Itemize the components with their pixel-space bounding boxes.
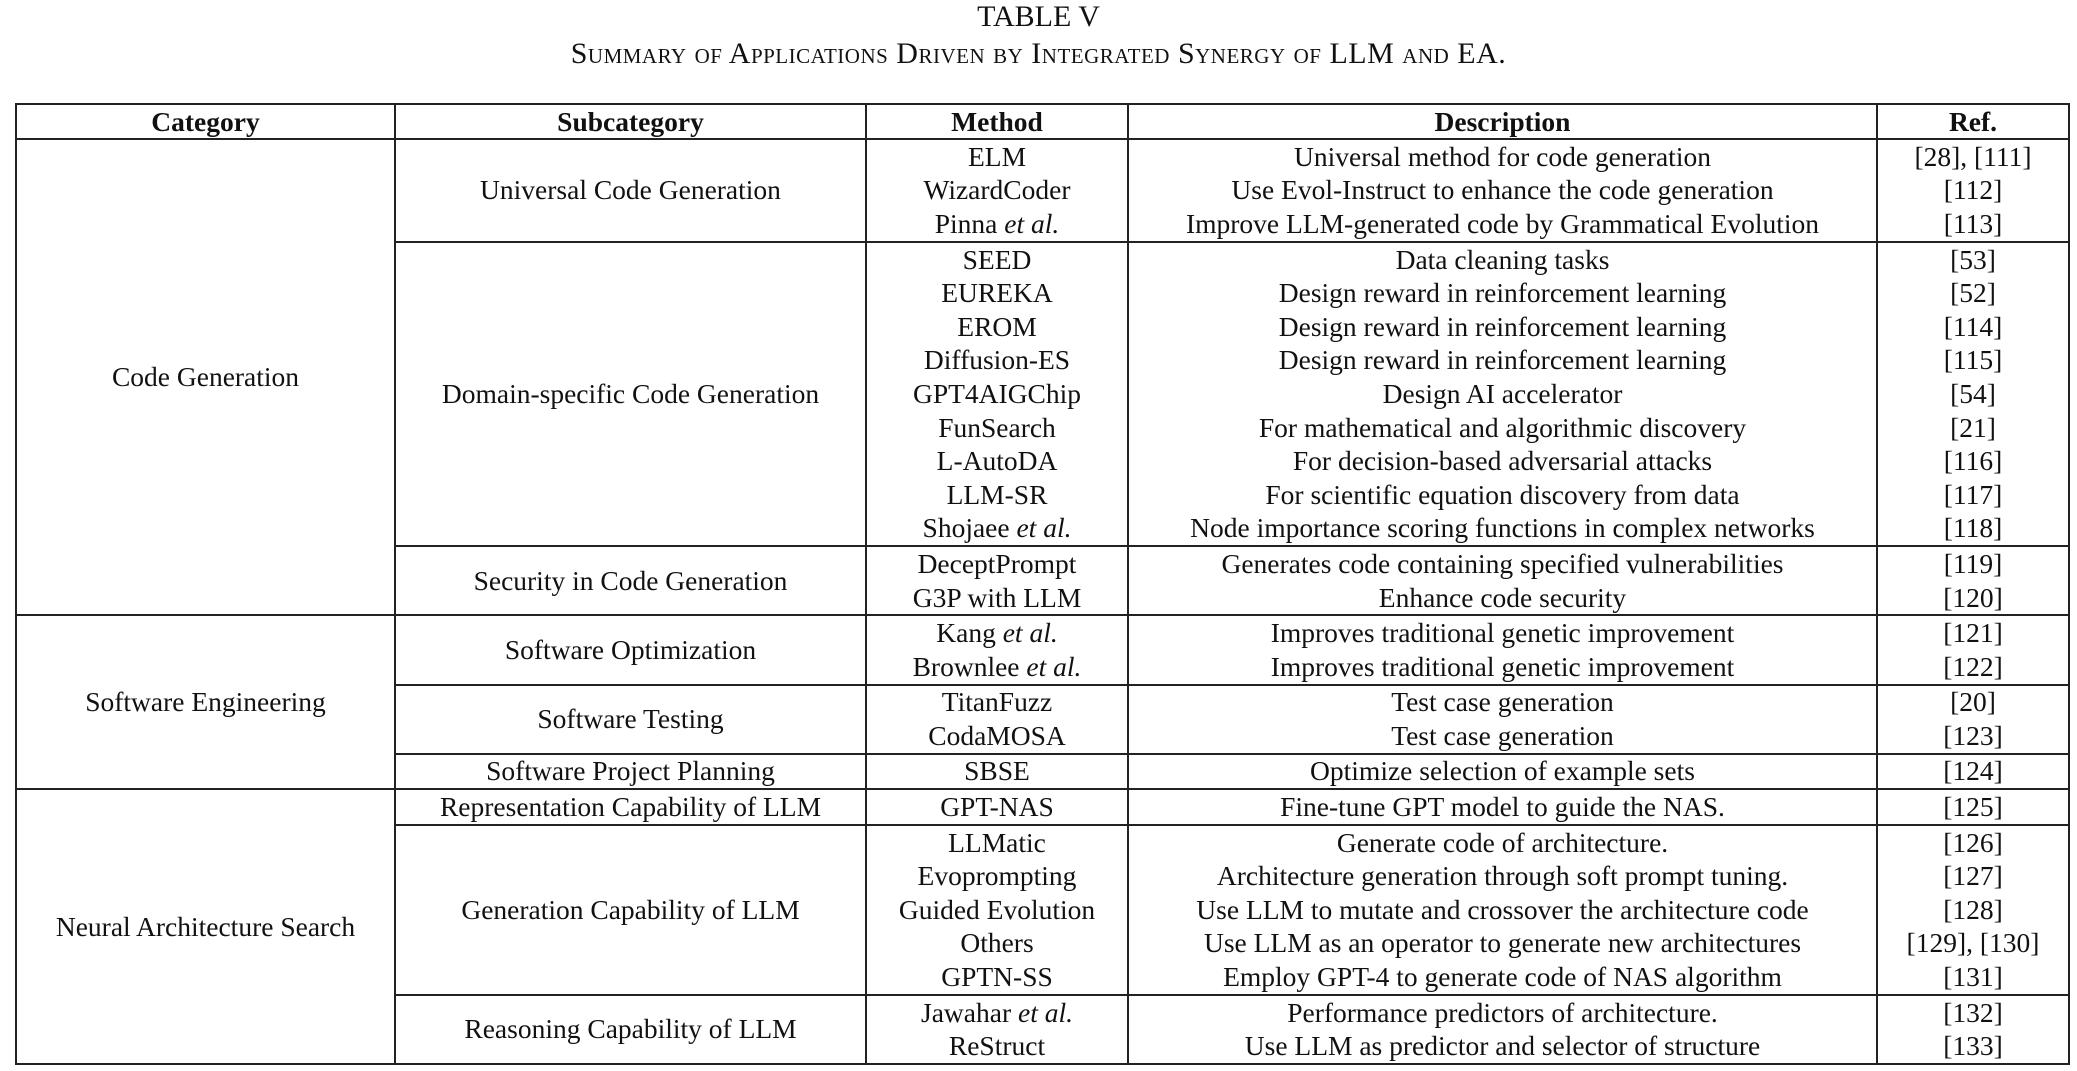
method-name: Diffusion-ES [923, 344, 1071, 376]
description-cell: Generate code of architecture. [1128, 825, 1877, 860]
ref-cell: [20] [1877, 685, 2069, 720]
description-cell: Use LLM as an operator to generate new architectures [1128, 927, 1877, 961]
description-cell: For scientific equation discovery from data [1128, 478, 1877, 512]
method-cell [866, 478, 1128, 512]
method-cell [866, 581, 1128, 616]
method-et-al: et al. [1002, 617, 1058, 649]
description-cell: Fine-tune GPT model to guide the NAS. [1128, 789, 1877, 825]
ref-cell: [129], [130] [1877, 927, 2069, 961]
ref-cell: [124] [1877, 754, 2069, 790]
ref-cell: [115] [1877, 344, 2069, 378]
ref-cell: [54] [1877, 377, 2069, 411]
method-name: Evoprompting [917, 860, 1077, 892]
method-name: ELM [967, 140, 1027, 172]
method-name: Guided Evolution [898, 893, 1096, 925]
subcategory-cell: Reasoning Capability of LLM [395, 995, 866, 1064]
method-cell [866, 444, 1128, 478]
description-cell: Test case generation [1128, 719, 1877, 754]
method-name: LLMatic [948, 826, 1046, 858]
method-cell [866, 377, 1128, 411]
method-cell [866, 546, 1128, 581]
ref-cell: [126] [1877, 825, 2069, 860]
method-name: CodaMOSA [928, 719, 1066, 751]
method-name: GPT4AIGChip [912, 377, 1082, 409]
method-cell [866, 310, 1128, 344]
method-cell [866, 344, 1128, 378]
table-row [16, 139, 2069, 174]
method-cell [866, 174, 1128, 208]
method-cell [866, 411, 1128, 445]
method-name: WizardCoder [923, 174, 1071, 206]
ref-cell: [52] [1877, 276, 2069, 310]
method-cell [866, 650, 1128, 685]
subcategory-cell: Software Testing [395, 685, 866, 754]
method-name: Pinna [934, 207, 1005, 239]
method-name: SBSE [964, 755, 1030, 787]
description-cell: Optimize selection of example sets [1128, 754, 1877, 790]
table-row [16, 789, 2069, 825]
description-cell: Use Evol-Instruct to enhance the code generation [1128, 174, 1877, 208]
method-name: L-AutoDA [936, 445, 1058, 477]
ref-cell: [28], [111] [1877, 139, 2069, 174]
ref-cell: [121] [1877, 615, 2069, 650]
table-row [16, 615, 2069, 650]
method-cell [866, 139, 1128, 174]
description-cell: Data cleaning tasks [1128, 242, 1877, 277]
method-cell [866, 719, 1128, 754]
method-cell [866, 207, 1128, 242]
description-cell: Architecture generation through soft prompt tuning. [1128, 859, 1877, 893]
ref-cell: [113] [1877, 207, 2069, 242]
subcategory-cell: Software Project Planning [395, 754, 866, 790]
method-cell [866, 859, 1128, 893]
table-title: Summary of Applications Driven by Integrated Synergy of LLM and EA. [570, 37, 1507, 70]
ref-cell: [120] [1877, 581, 2069, 616]
ref-cell: [118] [1877, 512, 2069, 547]
header-method: Method [866, 104, 1128, 139]
method-name: EUREKA [941, 277, 1053, 309]
method-et-al: et al. [1017, 996, 1073, 1028]
ref-cell: [112] [1877, 174, 2069, 208]
method-name: LLM-SR [946, 478, 1048, 510]
method-cell [866, 1029, 1128, 1064]
method-et-al: et al. [1016, 512, 1072, 544]
ref-cell: [53] [1877, 242, 2069, 277]
subcategory-cell: Domain-specific Code Generation [395, 242, 866, 546]
method-name: Shojaee [922, 512, 1017, 544]
header-subcategory: Subcategory [395, 104, 866, 139]
method-name: Kang [936, 617, 1003, 649]
category-cell: Software Engineering [16, 615, 395, 789]
method-name: GPT-NAS [940, 791, 1054, 823]
method-name: Others [960, 927, 1034, 959]
ref-cell: [114] [1877, 310, 2069, 344]
ref-cell: [119] [1877, 546, 2069, 581]
subcategory-cell: Universal Code Generation [395, 139, 866, 242]
ref-cell: [21] [1877, 411, 2069, 445]
category-cell: Neural Architecture Search [16, 789, 395, 1064]
ref-cell: [128] [1877, 893, 2069, 927]
description-cell: Design reward in reinforcement learning [1128, 344, 1877, 378]
method-name: Brownlee [912, 650, 1027, 682]
description-cell: For mathematical and algorithmic discovery [1128, 411, 1877, 445]
subcategory-cell: Software Optimization [395, 615, 866, 684]
summary-table [15, 103, 2070, 1065]
ref-cell: [132] [1877, 995, 2069, 1030]
method-cell [866, 960, 1128, 995]
method-cell [866, 512, 1128, 547]
ref-cell: [116] [1877, 444, 2069, 478]
table-number: TABLE V [977, 0, 1100, 33]
ref-cell: [123] [1877, 719, 2069, 754]
method-cell [866, 242, 1128, 277]
description-cell: Use LLM to mutate and crossover the architecture code [1128, 893, 1877, 927]
description-cell: For decision-based adversarial attacks [1128, 444, 1877, 478]
description-cell: Performance predictors of architecture. [1128, 995, 1877, 1030]
method-cell [866, 615, 1128, 650]
description-cell: Test case generation [1128, 685, 1877, 720]
description-cell: Design reward in reinforcement learning [1128, 276, 1877, 310]
table-body [16, 139, 2069, 1064]
method-name: FunSearch [938, 411, 1056, 443]
method-name: ReStruct [948, 1030, 1046, 1062]
description-cell: Employ GPT-4 to generate code of NAS algorithm [1128, 960, 1877, 995]
subcategory-cell: Generation Capability of LLM [395, 825, 866, 995]
method-cell [866, 825, 1128, 860]
method-cell [866, 685, 1128, 720]
ref-cell: [117] [1877, 478, 2069, 512]
category-cell: Code Generation [16, 139, 395, 615]
method-name: GPTN-SS [941, 961, 1053, 993]
header-row [16, 104, 2069, 139]
ref-cell: [122] [1877, 650, 2069, 685]
ref-cell: [133] [1877, 1029, 2069, 1064]
description-cell: Generates code containing specified vulnerabilities [1128, 546, 1877, 581]
description-cell: Node importance scoring functions in complex networks [1128, 512, 1877, 547]
method-name: EROM [957, 310, 1037, 342]
method-cell [866, 927, 1128, 961]
method-cell [866, 789, 1128, 825]
header-description: Description [1128, 104, 1877, 139]
method-name: SEED [962, 243, 1032, 275]
description-cell: Universal method for code generation [1128, 139, 1877, 174]
header-category: Category [16, 104, 395, 139]
header-ref: Ref. [1877, 104, 2069, 139]
ref-cell: [131] [1877, 960, 2069, 995]
method-cell [866, 893, 1128, 927]
description-cell: Use LLM as predictor and selector of structure [1128, 1029, 1877, 1064]
method-et-al: et al. [1004, 207, 1060, 239]
method-name: DeceptPrompt [917, 547, 1077, 579]
method-name: TitanFuzz [941, 686, 1053, 718]
description-cell: Design reward in reinforcement learning [1128, 310, 1877, 344]
method-et-al: et al. [1026, 650, 1082, 682]
description-cell: Enhance code security [1128, 581, 1877, 616]
method-cell [866, 754, 1128, 790]
subcategory-cell: Representation Capability of LLM [395, 789, 866, 825]
ref-cell: [125] [1877, 789, 2069, 825]
description-cell: Improve LLM-generated code by Grammatical Evolution [1128, 207, 1877, 242]
description-cell: Design AI accelerator [1128, 377, 1877, 411]
description-cell: Improves traditional genetic improvement [1128, 650, 1877, 685]
method-name: Jawahar [921, 996, 1018, 1028]
ref-cell: [127] [1877, 859, 2069, 893]
method-cell [866, 276, 1128, 310]
method-cell [866, 995, 1128, 1030]
method-name: G3P with LLM [912, 581, 1082, 613]
description-cell: Improves traditional genetic improvement [1128, 615, 1877, 650]
subcategory-cell: Security in Code Generation [395, 546, 866, 615]
